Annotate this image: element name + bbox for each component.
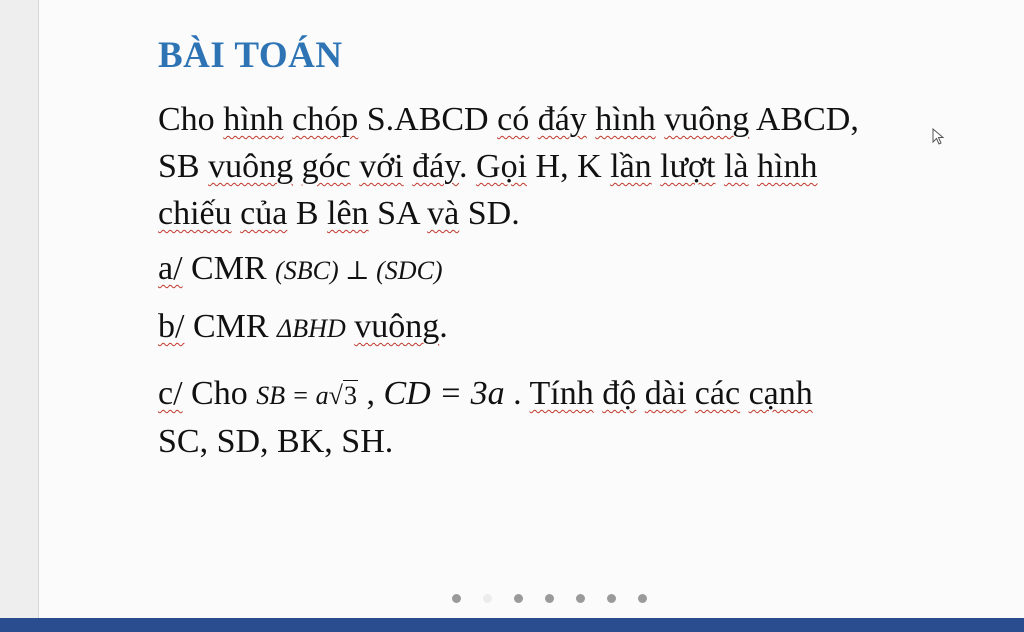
bottom-status-bar (0, 618, 1024, 632)
slide-title: BÀI TOÁN (158, 35, 343, 76)
pagination-dot[interactable] (452, 594, 461, 603)
pagination-dot[interactable] (607, 594, 616, 603)
part-a-formula: (SBC) ⊥ (SDC) (275, 256, 443, 285)
pagination-dot[interactable] (576, 594, 585, 603)
part-b-formula: ΔBHD (277, 314, 346, 343)
left-panel-gutter (0, 0, 39, 632)
pagination-dot[interactable] (545, 594, 554, 603)
statement-line-3: chiếu của B lên SA và SD. (158, 195, 520, 232)
mouse-pointer-icon (932, 128, 946, 146)
slide-pagination (452, 594, 647, 606)
statement-line-2: SB vuông góc với đáy. Gọi H, K lần lượt là hình (158, 148, 818, 185)
part-a: a/ CMR (SBC) ⊥ (SDC) (158, 250, 443, 287)
part-b: b/ CMR ΔBHD vuông. (158, 308, 448, 345)
part-c-formula-cd: CD = 3a (383, 375, 505, 412)
pagination-dot[interactable] (638, 594, 647, 603)
problem-statement (158, 96, 859, 237)
part-c-label: c/ (158, 375, 183, 412)
part-b-label: b/ (158, 308, 185, 345)
pagination-dot[interactable] (483, 594, 492, 603)
pagination-dot[interactable] (514, 594, 523, 603)
part-a-label: a/ (158, 250, 183, 287)
statement-line-1: Cho hình chóp S.ABCD có đáy hình vuông ABCD, (158, 101, 859, 138)
part-c-formula-sb: SB = a√3 (256, 381, 357, 410)
part-c-line-2: SC, SD, BK, SH. (158, 423, 394, 460)
part-c: c/ Cho SB = a√3 , CD = 3a . Tính độ dài các cạnh (158, 375, 813, 412)
